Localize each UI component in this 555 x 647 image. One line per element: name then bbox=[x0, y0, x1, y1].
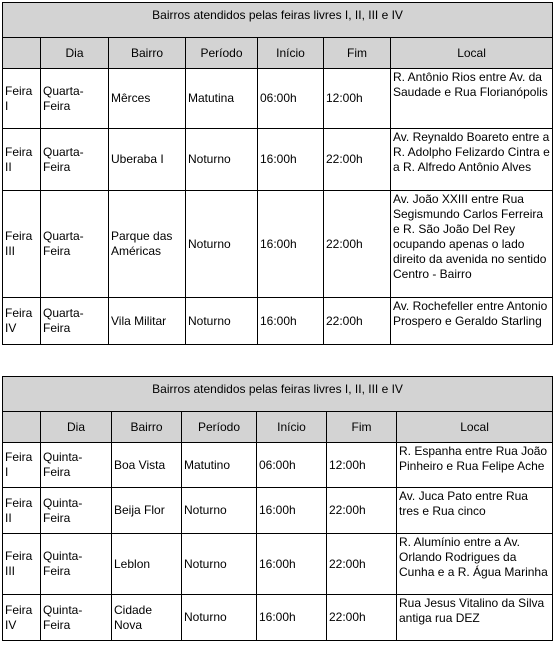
header-inicio: Início bbox=[258, 38, 324, 69]
header-fim: Fim bbox=[324, 38, 391, 69]
cell-inicio: 06:00h bbox=[257, 443, 327, 488]
cell-fim: 22:00h bbox=[324, 129, 391, 191]
cell-bairro: Vila Militar bbox=[109, 298, 186, 345]
cell-fim: 22:00h bbox=[327, 534, 397, 595]
cell-local: Av. Rochefeller entre Antonio Prospero e Geraldo Starling bbox=[391, 298, 553, 345]
cell-bairro: Leblon bbox=[112, 534, 182, 595]
cell-dia: Quarta-Feira bbox=[41, 69, 109, 129]
cell-bairro: Beija Flor bbox=[112, 488, 182, 534]
cell-periodo: Noturno bbox=[186, 298, 258, 345]
cell-local: Rua Jesus Vitalino da Silva antiga rua DEZ bbox=[397, 595, 553, 641]
cell-dia: Quarta-Feira bbox=[41, 191, 109, 298]
table-row bbox=[3, 488, 553, 534]
cell-inicio: 16:00h bbox=[257, 595, 327, 641]
cell-periodo: Matutina bbox=[186, 69, 258, 129]
cell-dia: Quinta-Feira bbox=[41, 534, 112, 595]
cell-feira: Feira III bbox=[3, 534, 41, 595]
header-inicio: Início bbox=[257, 412, 327, 443]
cell-feira: Feira IV bbox=[3, 298, 41, 345]
cell-feira: Feira I bbox=[3, 443, 41, 488]
table-row bbox=[3, 298, 553, 345]
cell-local: Av. Reynaldo Boareto entre a R. Adolpho Felizardo Cintra e a R. Alfredo Antônio Alves bbox=[391, 129, 553, 191]
cell-dia: Quarta-Feira bbox=[41, 298, 109, 345]
cell-periodo: Noturno bbox=[182, 488, 257, 534]
header-dia: Dia bbox=[41, 412, 112, 443]
cell-bairro: Mêrces bbox=[109, 69, 186, 129]
cell-fim: 12:00h bbox=[327, 443, 397, 488]
cell-fim: 22:00h bbox=[327, 595, 397, 641]
header-local: Local bbox=[391, 38, 553, 69]
cell-periodo: Noturno bbox=[182, 595, 257, 641]
cell-dia: Quarta-Feira bbox=[41, 129, 109, 191]
table-title: Bairros atendidos pelas feiras livres I, II, III e IV bbox=[3, 377, 553, 412]
cell-local: Av. João XXIII entre Rua Segismundo Carlos Ferreira e R. São João Del Rey ocupando apenas o lado direito da avenida no sentido Centro - Bairro bbox=[391, 191, 553, 298]
cell-feira: Feira IV bbox=[3, 595, 41, 641]
cell-local: Av. Juca Pato entre Rua tres e Rua cinco bbox=[397, 488, 553, 534]
table-row bbox=[3, 129, 553, 191]
cell-periodo: Noturno bbox=[186, 191, 258, 298]
cell-inicio: 16:00h bbox=[258, 191, 324, 298]
header-local: Local bbox=[397, 412, 553, 443]
header-feira bbox=[3, 412, 41, 443]
header-bairro: Bairro bbox=[109, 38, 186, 69]
header-periodo: Período bbox=[186, 38, 258, 69]
table-title: Bairros atendidos pelas feiras livres I, II, III e IV bbox=[3, 3, 553, 38]
table-row bbox=[3, 595, 553, 641]
cell-dia: Quinta-Feira bbox=[41, 595, 112, 641]
cell-bairro: Uberaba I bbox=[109, 129, 186, 191]
cell-local: R. Espanha entre Rua João Pinheiro e Rua Felipe Ache bbox=[397, 443, 553, 488]
cell-bairro: Parque das Américas bbox=[109, 191, 186, 298]
cell-feira: Feira III bbox=[3, 191, 41, 298]
cell-bairro: Boa Vista bbox=[112, 443, 182, 488]
cell-dia: Quinta-Feira bbox=[41, 488, 112, 534]
cell-periodo: Noturno bbox=[186, 129, 258, 191]
cell-inicio: 16:00h bbox=[257, 488, 327, 534]
cell-periodo: Matutino bbox=[182, 443, 257, 488]
cell-feira: Feira II bbox=[3, 488, 41, 534]
cell-inicio: 16:00h bbox=[257, 534, 327, 595]
header-periodo: Período bbox=[182, 412, 257, 443]
header-dia: Dia bbox=[41, 38, 109, 69]
table-row bbox=[3, 534, 553, 595]
cell-bairro: Cidade Nova bbox=[112, 595, 182, 641]
cell-local: R. Antônio Rios entre Av. da Saudade e Rua Florianópolis bbox=[391, 69, 553, 129]
cell-periodo: Noturno bbox=[182, 534, 257, 595]
table-row bbox=[3, 191, 553, 298]
cell-dia: Quinta-Feira bbox=[41, 443, 112, 488]
cell-inicio: 06:00h bbox=[258, 69, 324, 129]
cell-fim: 12:00h bbox=[324, 69, 391, 129]
table-row bbox=[3, 443, 553, 488]
header-feira bbox=[3, 38, 41, 69]
table-row bbox=[3, 69, 553, 129]
header-bairro: Bairro bbox=[112, 412, 182, 443]
header-fim: Fim bbox=[327, 412, 397, 443]
cell-inicio: 16:00h bbox=[258, 129, 324, 191]
cell-local: R. Alumínio entre a Av. Orlando Rodrigues da Cunha e a R. Água Marinha bbox=[397, 534, 553, 595]
cell-feira: Feira II bbox=[3, 129, 41, 191]
cell-inicio: 16:00h bbox=[258, 298, 324, 345]
cell-fim: 22:00h bbox=[327, 488, 397, 534]
cell-fim: 22:00h bbox=[324, 191, 391, 298]
feiras-table-quinta bbox=[2, 376, 553, 641]
cell-fim: 22:00h bbox=[324, 298, 391, 345]
cell-feira: Feira I bbox=[3, 69, 41, 129]
feiras-table-quarta bbox=[2, 2, 553, 345]
